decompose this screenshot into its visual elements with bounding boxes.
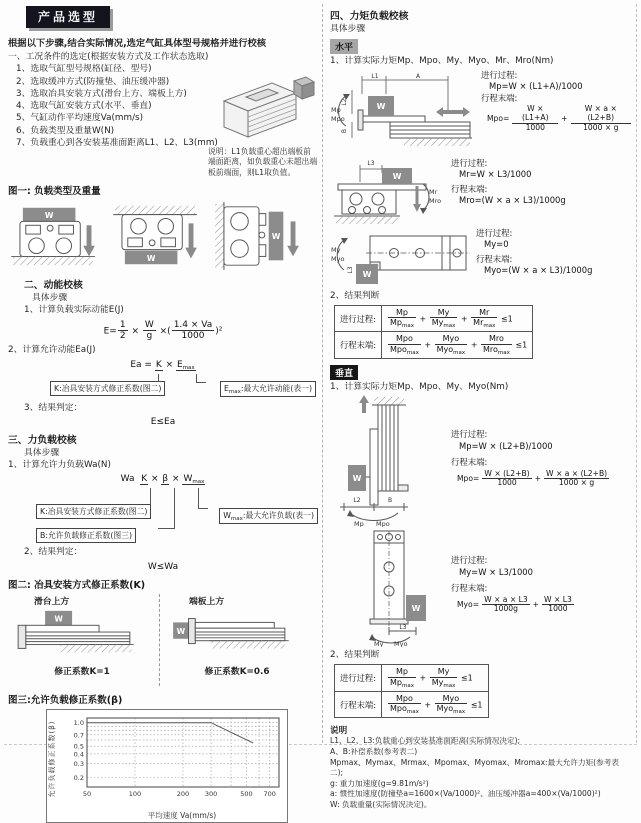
dim-l2: L2 [353, 497, 361, 505]
table-row [335, 691, 489, 718]
note-line: A、B:补偿系数(参考表二) [330, 747, 418, 757]
mpo-formula [457, 470, 632, 488]
equals-sign: = [144, 359, 152, 370]
dim-l2: L2 [341, 98, 348, 106]
note-line: W: 负载重量(实际情况决定)。 [330, 800, 432, 810]
row-label: 行程末端: [335, 691, 382, 718]
fig3-title: 图三:允许负载修正系数(β) [8, 694, 123, 706]
iso-cylinder-diagram [216, 75, 316, 151]
frac-num: 1.4 × Va [173, 319, 213, 330]
fig2-divider [159, 594, 160, 686]
dim-l3: L3 [367, 159, 375, 167]
kinetic-step1: 1、计算负载实际动能E(J) [24, 305, 124, 316]
horizontal-badge: 水平 [330, 39, 358, 54]
proc-label: 进行过程: [481, 69, 518, 80]
wmax-base: W [223, 511, 231, 521]
beta-factor-box: B:允许负载修正系数(图三) [36, 528, 136, 543]
plus-sign: + [419, 314, 427, 324]
plus-sign: + [561, 113, 568, 123]
moment-h2-block [330, 158, 632, 226]
section-conditions [8, 51, 318, 175]
moment-h1-block [330, 70, 632, 156]
frac-den: Mpo$_{max}$ [389, 344, 419, 356]
dim-l3: L3 [399, 624, 407, 632]
svg-text:0.4: 0.4 [73, 750, 84, 759]
open-paren: ×( [159, 325, 171, 336]
plus-sign: + [470, 340, 478, 350]
frac-den: Myo$_{max}$ [436, 344, 466, 356]
formula-lhs: Mpo= [487, 113, 510, 123]
fig2-diagrams [8, 594, 318, 686]
kinetic-title: 二、动能校核 [24, 280, 83, 291]
proc-label: 进行过程: [451, 429, 488, 440]
load-w-label: W [411, 604, 421, 614]
list-item: 4、选取气缸安装方式(水平、垂直) [16, 101, 152, 112]
moment-h3-block [330, 228, 632, 288]
my-formula: My=W × L3/1000 [459, 566, 533, 577]
frac-num: Mpo [388, 334, 421, 344]
frac-den: g [146, 330, 153, 341]
load-w-label: W [146, 253, 156, 263]
my-vertical-diagram [330, 529, 445, 647]
moment-steps-label: 具体步骤 [330, 24, 366, 34]
load-w-label: W [271, 231, 281, 241]
chart-x-axis-label: 平均速度 Va(mm/s) [147, 810, 217, 820]
page-title: 产品选型 [26, 6, 110, 28]
fig1-diagrams [8, 200, 318, 272]
frac-den: Mro$_{max}$ [482, 344, 510, 356]
plus-sign: + [424, 340, 432, 350]
moment-v1-block [330, 395, 632, 527]
times-sign: × [172, 474, 180, 485]
moment-h2-formulas [451, 158, 632, 226]
le1: ≤1 [460, 673, 473, 683]
load-w-label: W [392, 171, 402, 181]
le1: ≤1 [500, 314, 513, 324]
row-expression [381, 691, 488, 718]
up-arrow-icon [359, 395, 369, 403]
svg-text:0.2: 0.2 [73, 773, 84, 782]
load-w-label: W [362, 269, 372, 279]
plus-sign: + [419, 673, 427, 683]
frac-num: My [430, 667, 458, 677]
k-factor-box: K:冶具安装方式修正系数(图二) [36, 504, 151, 519]
svg-text:100: 100 [128, 789, 142, 798]
load-w-label: W [352, 474, 362, 484]
down-arrow-icon [185, 248, 197, 259]
dim-l1: L1 [371, 72, 379, 80]
mpo-formula [487, 105, 632, 132]
mr-horizontal-diagram [330, 158, 445, 226]
svg-text:200: 200 [176, 789, 190, 798]
emax-box [220, 381, 316, 397]
frac-den: $Mp_{max}$ [389, 677, 414, 689]
left-arrow-icon [436, 107, 443, 117]
frac-num: Myo [435, 694, 468, 704]
my-horizontal-diagram [330, 228, 470, 288]
end-label: 行程末端: [451, 457, 488, 468]
connector-line [150, 488, 151, 504]
list-item: 6、负载类型及重量W(N) [16, 125, 115, 136]
list-item: 7、负载重心到各安装基准面距离L1、L2、L3(mm) [16, 138, 218, 149]
my-label: My [374, 640, 384, 648]
svg-text:0.3: 0.3 [73, 759, 84, 768]
intro-text: 根据以下步骤,结合实际情况,选定气缸具体型号规格并进行校核 [8, 38, 267, 49]
moment-v2-formulas [451, 555, 632, 647]
frac-num: My [430, 308, 458, 318]
myo-label: Myo [331, 254, 345, 263]
mp-formula: Mp=W × (L2+B)/1000 [459, 440, 553, 451]
right-column [330, 8, 632, 811]
frac-num: Mpo [388, 694, 421, 704]
fig2-slide-top [8, 594, 156, 677]
frac-den: 1000 × g [583, 122, 619, 132]
frac-den: $Mp_{max}$ [389, 318, 414, 330]
right-arrow-icon [463, 107, 470, 117]
kinetic-steps-label: 具体步骤 [32, 293, 68, 303]
wmax-base: W [183, 474, 193, 485]
force-step2: 2、结果判定： [24, 547, 83, 558]
l1-note: 说明：L1负载重心超出端板前端面距离，如负载重心未超出端板前端面，则L1取负值。 [208, 147, 318, 177]
vertical-judge-table [334, 664, 489, 718]
wmax-box [219, 508, 318, 524]
fig1-ceiling-mount-diagram [110, 200, 202, 272]
formula-lhs: Wa [120, 474, 135, 485]
fig2-endplate-top [163, 594, 311, 677]
svg-text:500: 500 [240, 789, 253, 798]
load-w-label: W [54, 614, 63, 624]
wmax-token [182, 474, 205, 485]
moment-h-step2: 2、结果判断 [330, 290, 380, 301]
frac-num: Mp [388, 308, 416, 318]
list-item: 1、选取气缸型号规格(缸径、型号) [16, 64, 152, 75]
mro-label: Mro [429, 196, 442, 205]
wmax-desc: :最大允许负载(表一) [242, 511, 314, 521]
force-step1: 1、计算允许力负载Wa(N) [8, 460, 111, 471]
frac-den: Mpo$_{max}$ [389, 704, 419, 716]
svg-text:50: 50 [82, 789, 92, 798]
mp-vertical-diagram [330, 395, 445, 527]
load-w-label: W [376, 101, 386, 111]
fig1-floor-mount-diagram [8, 200, 100, 272]
svg-text:700: 700 [263, 789, 276, 798]
row-label: 进行过程: [335, 305, 382, 332]
frac-den: $My_{max}$ [431, 677, 456, 689]
svg-text:0.5: 0.5 [73, 742, 84, 751]
svg-text:1.0: 1.0 [73, 719, 84, 728]
chart-y-axis-label: 允许负载修正系数(β) [48, 720, 56, 798]
end-label: 行程末端: [451, 183, 488, 194]
fig2-left-label: 滑台上方 [34, 596, 70, 607]
beta-token: β [162, 474, 169, 485]
frac-den: $Mr_{max}$ [473, 318, 496, 330]
connector-line [196, 374, 206, 383]
allowed-force-formula [8, 474, 318, 485]
frac-num: Myo [435, 334, 468, 344]
note-line: g: 重力加速度(g=9.81m/s²) [330, 778, 429, 788]
frac-den: 1000 [548, 604, 568, 614]
myo-formula: Myo=(W × a × L3)/1000g [484, 265, 593, 276]
fig2-endplate-top-diagram [163, 607, 295, 659]
mp-label: Mp [354, 520, 364, 528]
dim-b: B [387, 497, 393, 505]
end-label: 行程末端: [476, 253, 513, 264]
frac-num: W [144, 319, 154, 330]
svg-text:300: 300 [204, 789, 218, 798]
mro-formula: Mro=(W × a × L3)/1000g [459, 195, 566, 206]
k-factor-box: K:冶具安装方式修正系数(图二) [50, 381, 165, 396]
moment-v-step2: 2、结果判断 [330, 650, 380, 661]
formula-lhs: Myo= [457, 600, 480, 610]
wa-boxes [8, 488, 318, 546]
connector-line [198, 488, 208, 509]
table-row [335, 665, 489, 692]
mpo-label: Mpo [376, 520, 390, 528]
frac-den: 1000 [525, 122, 545, 132]
row-expression [381, 665, 488, 692]
fig1-wall-mount-diagram [212, 200, 304, 272]
fig2-slide-top-diagram [8, 607, 140, 659]
frac-den: 1000 × g [558, 478, 595, 488]
left-column [8, 6, 318, 823]
proc-label: 进行过程: [476, 227, 513, 238]
frac-den: Myo$_{max}$ [436, 704, 466, 716]
frac-num: W × (L2+B) [484, 468, 530, 478]
moment-v-step1: 1、计算实际力矩Mp、Mpo、My、Myo(Nm) [330, 381, 509, 392]
formula-lhs: Ea [130, 359, 142, 370]
frac-num: W × (L1+A) [512, 105, 558, 123]
dim-b: B [341, 128, 348, 133]
list-item: 3、选取冶具安装方式(滑台上方、端板上方) [16, 88, 187, 99]
plus-sign: + [460, 314, 468, 324]
note-line: a: 惯性加速度(防撞垫a=1600×(Va/1000)²、油压缓冲器a=400×(Va/1000)²) [330, 789, 601, 799]
frac-den: 1000g [493, 604, 518, 614]
frac-num: W × a × (L2+B) [546, 468, 608, 478]
force-judgement: W≤Wa [147, 561, 179, 572]
fig1-title: 图一: 负载类型及重量 [8, 186, 101, 197]
notes-section [330, 724, 632, 810]
le1: ≤1 [470, 700, 483, 710]
note-line: Mpmax、Mymax、Mrmax、Mpomax、Myomax、Mromax:最大允许力矩(参考表二); [330, 757, 619, 778]
emax-base: E [177, 359, 183, 370]
row-expression [381, 332, 532, 359]
frac-num: W × a × L3 [484, 594, 528, 604]
beta-chart [46, 709, 288, 823]
down-arrow-icon [287, 246, 299, 257]
times-sign: × [151, 474, 159, 485]
emax-token [176, 360, 196, 371]
frac-den: 2 [119, 330, 126, 341]
my-label: My [331, 245, 341, 254]
plus-sign: + [532, 600, 540, 610]
emax-desc: :最大允许动能(表一) [240, 383, 312, 393]
note-line: L1、L2、L3:负载重心到安装基准面距离(实际情况决定); [330, 736, 521, 746]
frac-den: 1000 [181, 330, 205, 341]
moment-h3-formulas [476, 228, 632, 288]
kinetic-energy-formula [8, 320, 318, 342]
mp-label: Mp [331, 105, 341, 114]
end-label: 行程末端: [451, 583, 488, 594]
plus-sign: + [424, 700, 432, 710]
times-sign: × [165, 359, 174, 370]
formula-lhs: Mpo= [457, 474, 480, 484]
allowed-energy-formula [8, 360, 318, 371]
vertical-badge: 垂直 [330, 365, 358, 380]
mpo-label: Mpo [331, 114, 345, 123]
mr-label: Mr [429, 187, 438, 196]
force-title: 三、力负载校核 [8, 434, 77, 446]
dim-a: A [415, 72, 421, 80]
moment-v2-block [330, 529, 632, 647]
frac-den: 1000 [497, 478, 517, 488]
row-expression [381, 305, 532, 332]
frac-num: Mro [481, 334, 512, 344]
force-steps-label: 具体步骤 [24, 447, 60, 458]
times-sign: × [131, 325, 139, 336]
slide-cylinder-isometric-drawing [216, 75, 316, 147]
svg-text:0.7: 0.7 [73, 731, 84, 740]
fig2-title: 图二: 冶具安装方式修正系数(K) [8, 579, 146, 591]
proc-label: 进行过程: [451, 157, 488, 168]
column-divider [322, 4, 323, 743]
k-token: K [141, 474, 148, 485]
frac-num: Mr [471, 308, 497, 318]
conditions-list [8, 51, 240, 149]
formula-lhs: E= [103, 325, 117, 336]
emax-base: E [223, 383, 229, 393]
proc-label: 进行过程: [451, 555, 488, 566]
fig2-right-result: 修正系数K=0.6 [204, 666, 270, 677]
end-label: 行程末端: [481, 92, 518, 103]
table-row [335, 305, 533, 332]
connector-line [158, 374, 159, 381]
dim-l3: L3 [347, 266, 354, 274]
frac-num: W × L3 [544, 594, 572, 604]
kinetic-judgement: E≤Ea [150, 416, 176, 427]
ea-boxes [8, 374, 318, 398]
conditions-title: 一、工况条件的选定(根据安装方式及工作状态选取) [8, 52, 209, 62]
load-w-label: W [176, 626, 186, 636]
emax-sub: max [228, 388, 241, 395]
right-edge-line [636, 4, 637, 743]
frac-num: Mp [388, 667, 416, 677]
le1: ≤1 [515, 340, 528, 350]
down-arrow-icon [413, 204, 421, 212]
list-item: 2、选取缓冲方式(防撞垫、油压缓冲器) [16, 76, 170, 87]
down-arrow-icon [83, 246, 95, 257]
wmax-sub: max [192, 479, 205, 486]
beta-chart-svg [57, 713, 283, 805]
my-formula: My=0 [484, 239, 509, 250]
kinetic-step2: 2、计算允许动能Ea(J) [8, 345, 96, 356]
frac-num: 1 [119, 319, 126, 330]
row-label: 行程末端: [335, 332, 382, 359]
mr-formula: Mr=W × L3/1000 [459, 169, 532, 180]
table-row [335, 332, 533, 359]
close-paren: )² [215, 325, 223, 336]
myo-formula [457, 596, 632, 614]
fig2-right-label: 端板上方 [189, 596, 225, 607]
myo-label: Myo [394, 640, 408, 648]
wmax-sub: max [230, 516, 243, 523]
horizontal-judge-table [334, 305, 533, 359]
mp-formula: Mp=W × (L1+A)/1000 [489, 81, 583, 92]
moment-v1-formulas [451, 429, 632, 527]
notes-title: 说明 [330, 726, 348, 737]
kinetic-step3: 3、结果判定： [24, 402, 83, 413]
k-token: K [155, 359, 162, 370]
moment-title: 四、力矩负载校核 [330, 11, 409, 22]
row-label: 进行过程: [335, 665, 382, 692]
connector-line [158, 488, 175, 529]
mp-horizontal-diagram [330, 70, 475, 156]
plus-sign: + [534, 474, 542, 484]
moment-h1-formulas [481, 70, 632, 156]
load-w-label: W [44, 211, 54, 220]
frac-den: $My_{max}$ [431, 318, 456, 330]
list-item: 5、气缸动作平均速度Va(mm/s) [16, 113, 144, 124]
frac-num: W × a × (L2+B) [571, 105, 631, 123]
fig2-left-result: 修正系数K=1 [54, 666, 110, 677]
emax-sub: max [182, 364, 195, 371]
moment-h-step1: 1、计算实际力矩Mp、Mpo、My、Myo、Mr、Mro(Nm) [330, 56, 554, 67]
